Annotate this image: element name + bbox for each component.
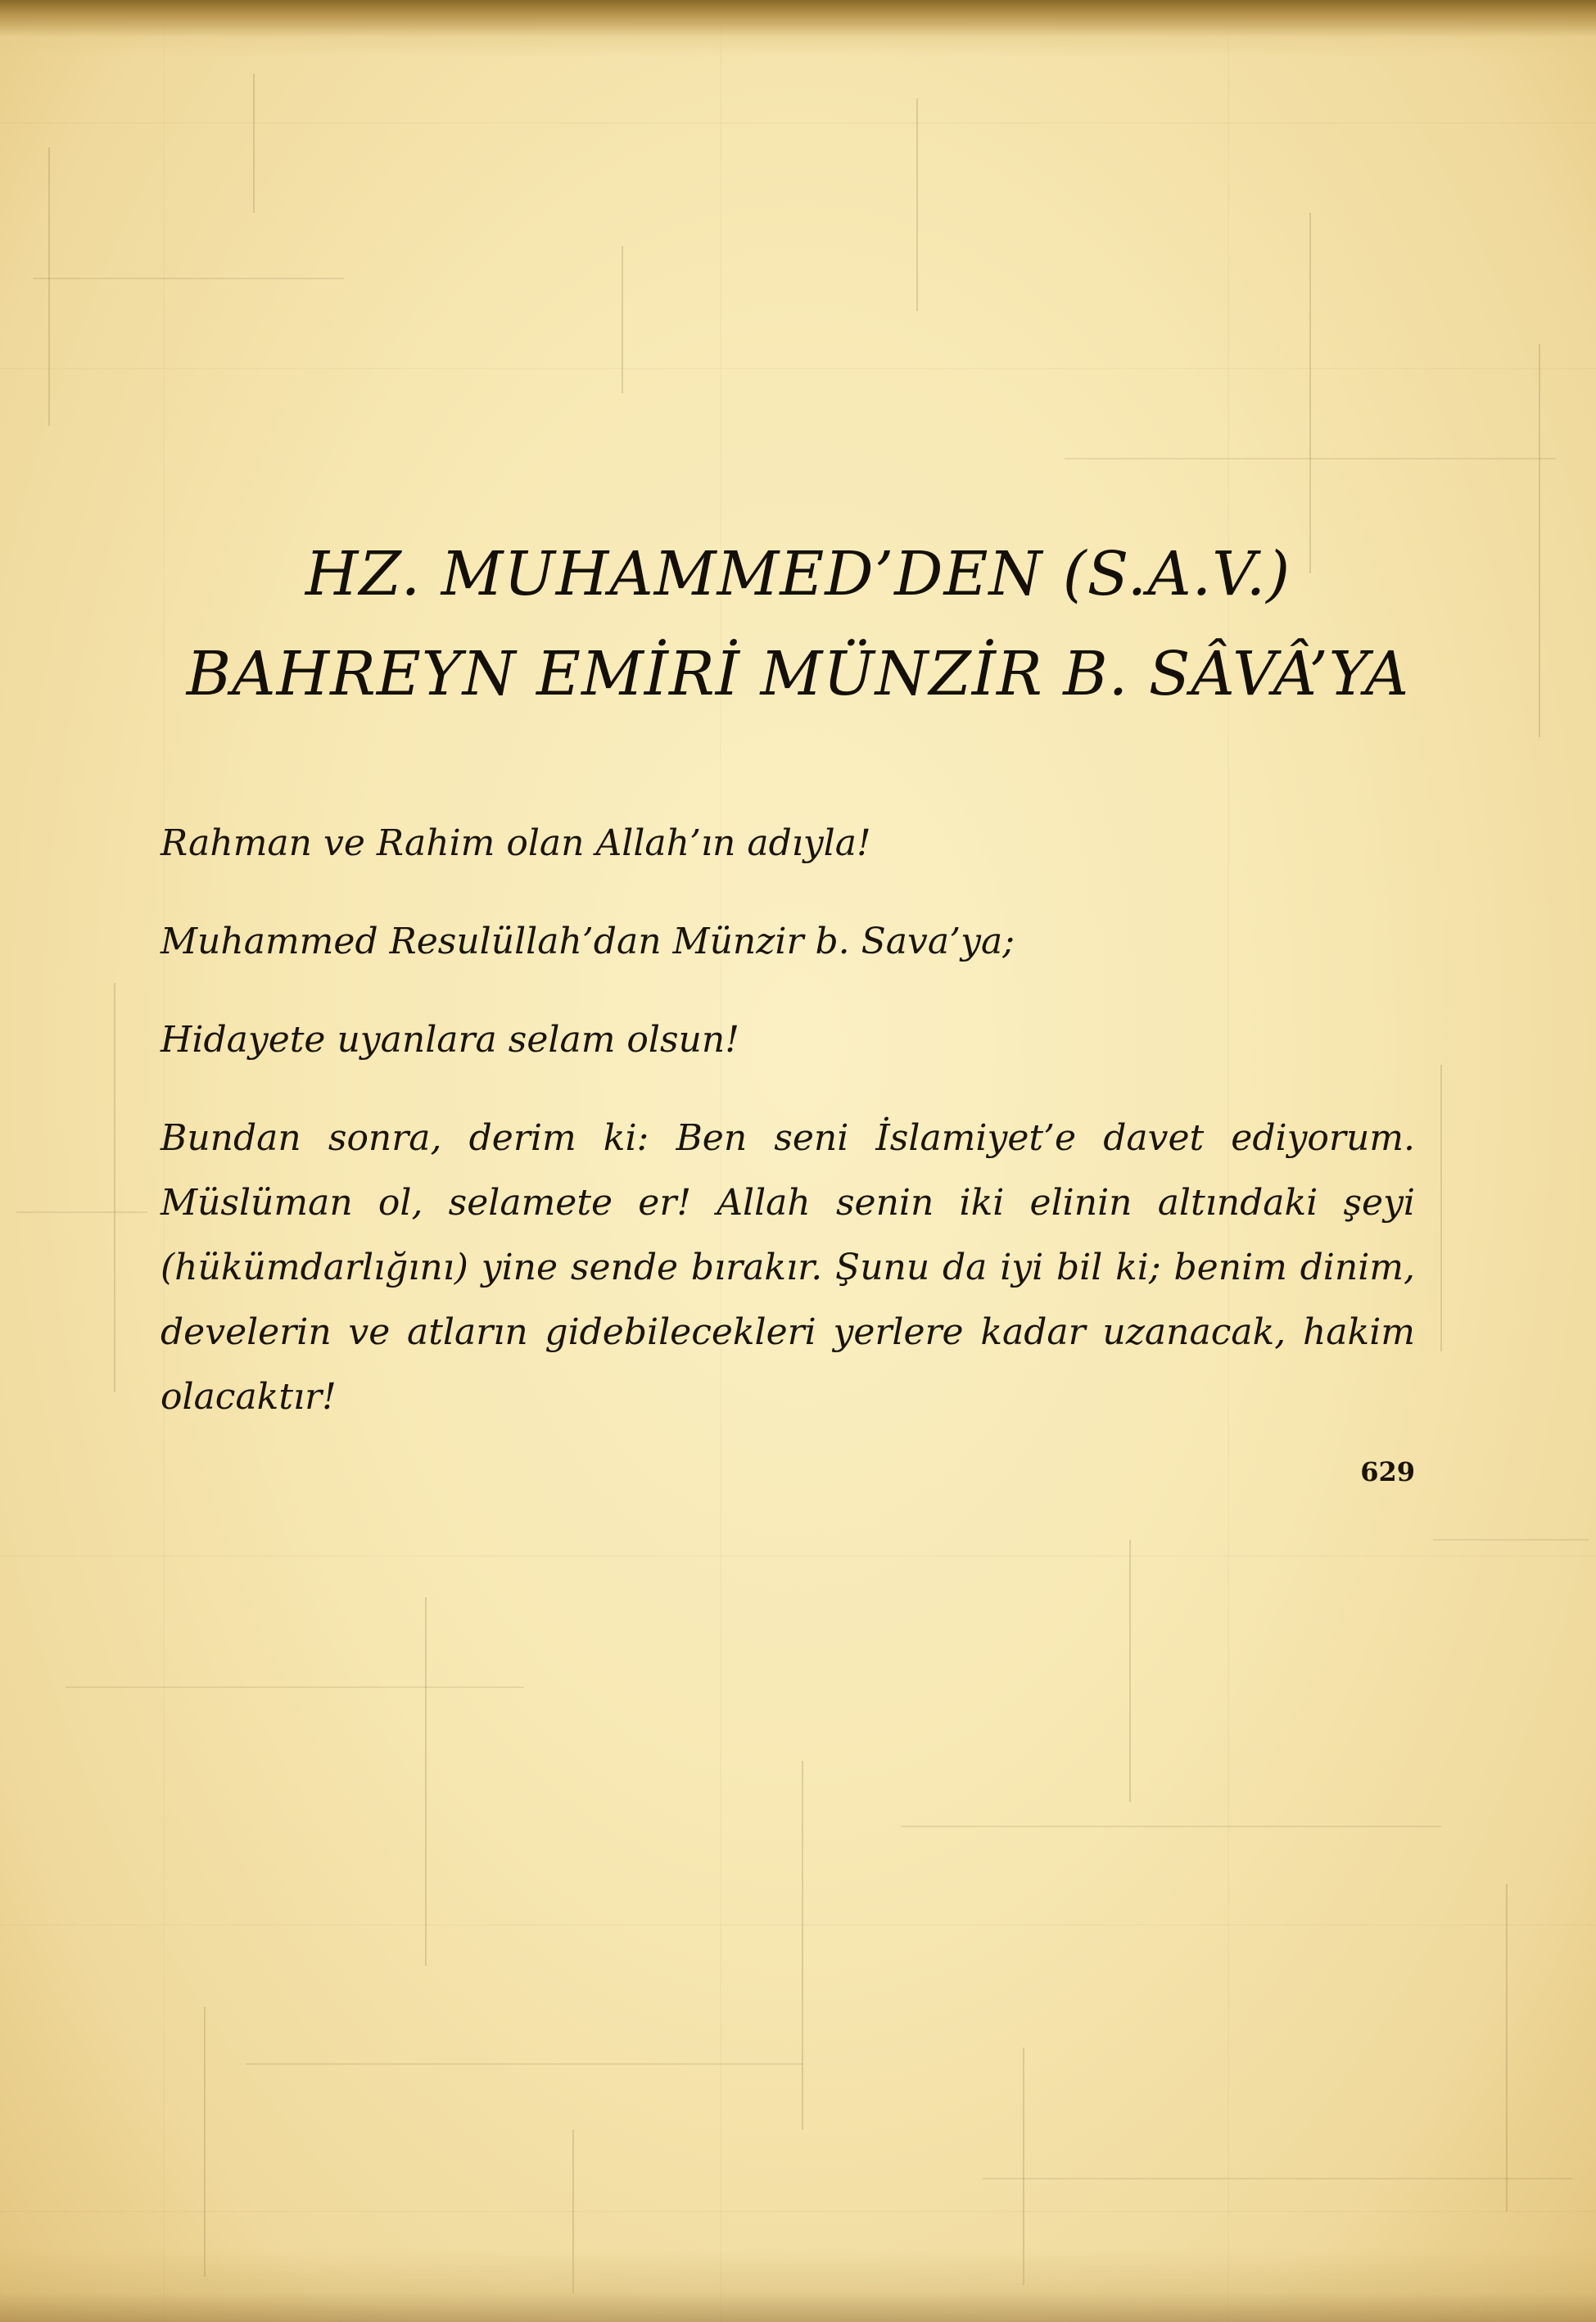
page-number: 629 (1360, 1456, 1415, 1487)
bottom-edge-shadow (0, 2248, 1596, 2322)
greeting-paragraph: Hidayete uyanlara selam olsun! (161, 1019, 739, 1061)
top-edge-shadow (0, 0, 1596, 57)
title-line-1: HZ. MUHAMMED’DEN (S.A.V.) (305, 539, 1291, 609)
letter-body (161, 811, 1415, 1463)
page-title (0, 524, 1596, 724)
basmala-paragraph: Rahman ve Rahim olan Allah’ın adıyla! (161, 822, 871, 864)
sender-paragraph: Muhammed Resulüllah’dan Münzir b. Sava’ya; (161, 921, 1015, 962)
title-line-2: BAHREYN EMİRİ MÜNZİR B. SÂVÂ’YA (186, 639, 1410, 709)
main-paragraph: Bundan sonra, derim ki: Ben seni İslamiyet’e davet ediyorum. Müslüman ol, selamete er! Allah senin iki elinin altındaki şeyi (hükümdarlığını) yine sende bırakır. Şunu da iyi bil ki; benim dinim, develerin ve atların gidebilecekleri yerlere kadar uzanacak, hakim olacaktır! (161, 1117, 1415, 1418)
